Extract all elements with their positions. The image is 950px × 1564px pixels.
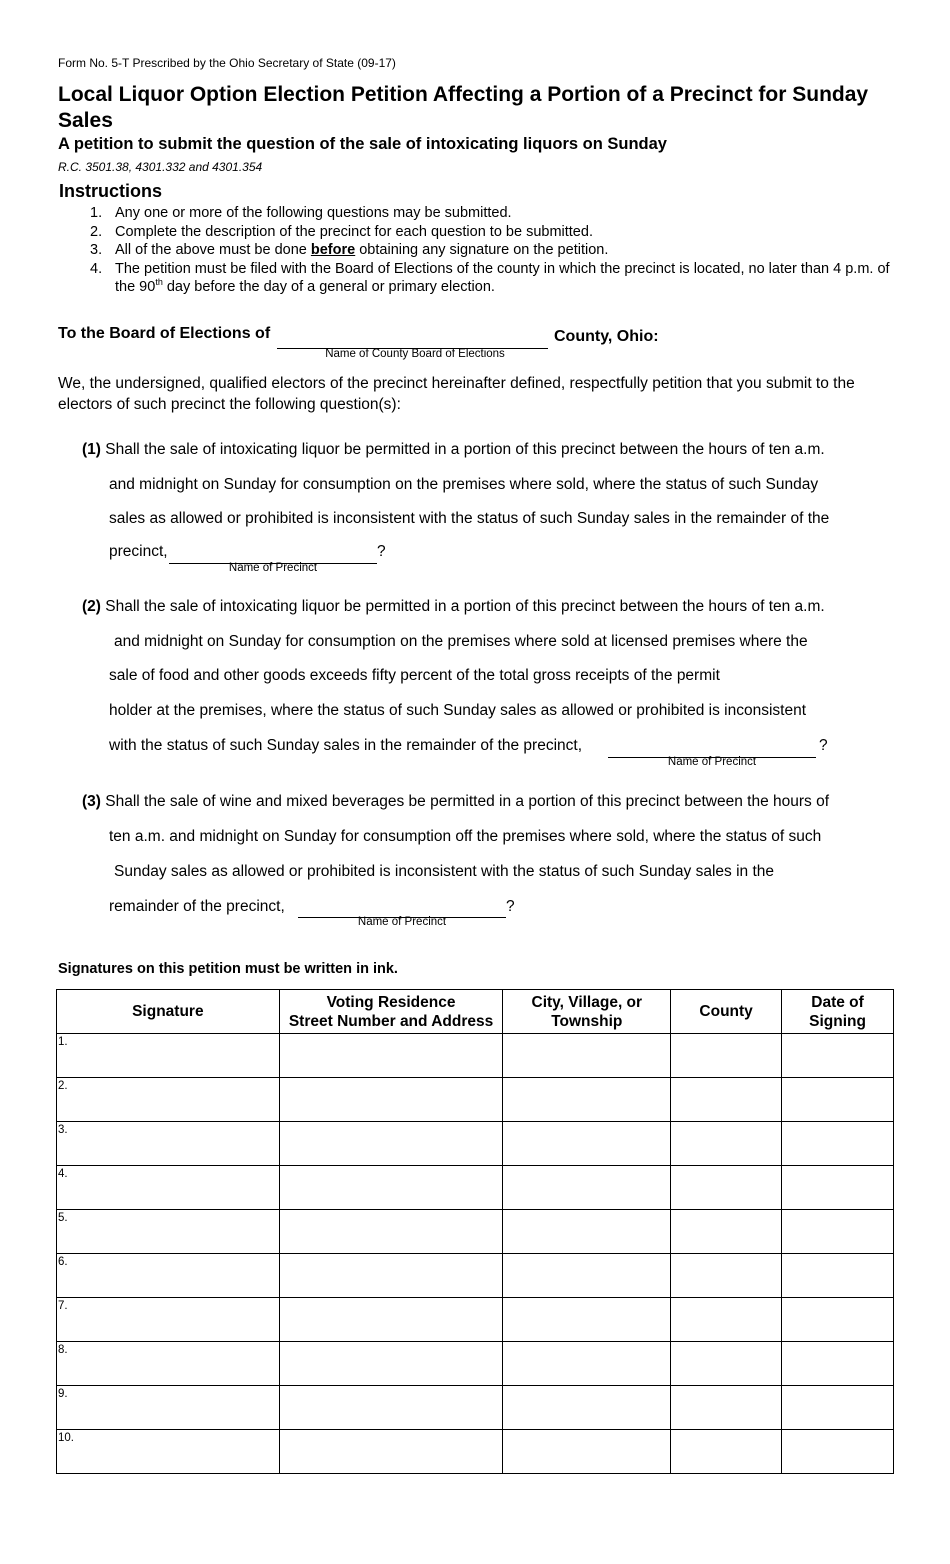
column-header-voting-residence: Voting Residence Street Number and Address <box>279 990 503 1034</box>
date-cell[interactable] <box>782 1078 894 1122</box>
instruction-text: All of the above must be done before obtaining any signature on the petition. <box>115 242 609 258</box>
date-cell[interactable] <box>782 1386 894 1430</box>
question-1-line-3: sales as allowed or prohibited is inconsistent with the status of such Sunday sales in the remainder of the <box>109 510 830 527</box>
address-cell[interactable] <box>279 1342 503 1386</box>
table-row <box>57 1034 894 1078</box>
row-number: 9. <box>58 1388 68 1400</box>
county-cell[interactable] <box>671 1342 782 1386</box>
city-cell[interactable] <box>503 1254 671 1298</box>
question-3-line-4: remainder of the precinct, <box>109 898 285 915</box>
row-number: 3. <box>58 1124 68 1136</box>
table-row <box>57 1386 894 1430</box>
instructions-heading: Instructions <box>59 181 163 201</box>
instruction-item <box>90 241 890 260</box>
question-1-end: ? <box>377 543 386 560</box>
question-2-line-5: with the status of such Sunday sales in the remainder of the precinct, <box>109 737 583 754</box>
signature-cell[interactable] <box>57 1342 280 1386</box>
address-cell[interactable] <box>279 1034 503 1078</box>
date-cell[interactable] <box>782 1034 894 1078</box>
question-3-precinct-caption: Name of Precinct <box>357 916 447 928</box>
date-cell[interactable] <box>782 1122 894 1166</box>
row-number: 5. <box>58 1212 68 1224</box>
address-cell[interactable] <box>279 1386 503 1430</box>
county-cell[interactable] <box>671 1386 782 1430</box>
signature-table-header <box>57 990 894 1034</box>
table-row <box>57 1078 894 1122</box>
signature-cell[interactable] <box>57 1078 280 1122</box>
question-1-line-1: (1) Shall the sale of intoxicating liquor be permitted in a portion of this precinct between the hours of ten a.m. <box>82 441 825 458</box>
county-cell[interactable] <box>671 1034 782 1078</box>
instruction-text: Any one or more of the following questions may be submitted. <box>115 205 512 221</box>
table-row <box>57 1166 894 1210</box>
question-3-line-1: (3) Shall the sale of wine and mixed beverages be permitted in a portion of this precinct between the hours of <box>82 793 830 810</box>
date-cell[interactable] <box>782 1254 894 1298</box>
city-cell[interactable] <box>503 1342 671 1386</box>
signature-cell[interactable] <box>57 1034 280 1078</box>
address-cell[interactable] <box>279 1210 503 1254</box>
row-number: 7. <box>58 1300 68 1312</box>
county-ohio-label: County, Ohio: <box>554 328 659 345</box>
city-cell[interactable] <box>503 1430 671 1474</box>
city-cell[interactable] <box>503 1166 671 1210</box>
instruction-number: 1. <box>90 205 103 221</box>
city-cell[interactable] <box>503 1122 671 1166</box>
question-1-precinct-caption: Name of Precinct <box>228 562 318 574</box>
address-cell[interactable] <box>279 1122 503 1166</box>
signatures-ink-note: Signatures on this petition must be written in ink. <box>58 961 398 977</box>
address-cell[interactable] <box>279 1298 503 1342</box>
county-cell[interactable] <box>671 1122 782 1166</box>
question-1-line-2: and midnight on Sunday for consumption on the premises where sold, where the status of such Sunday <box>109 476 819 493</box>
column-header-signature: Signature <box>57 990 280 1034</box>
signature-cell[interactable] <box>57 1298 280 1342</box>
petition-intro: We, the undersigned, qualified electors of the precinct hereinafter defined, respectfully petition that you submit to the electors of such precinct the following question(s): <box>58 375 855 413</box>
row-number: 4. <box>58 1168 68 1180</box>
address-cell[interactable] <box>279 1078 503 1122</box>
signature-cell[interactable] <box>57 1386 280 1430</box>
question-2-line-3: sale of food and other goods exceeds fifty percent of the total gross receipts of the permit <box>109 667 720 684</box>
date-cell[interactable] <box>782 1210 894 1254</box>
table-row <box>57 1122 894 1166</box>
date-cell[interactable] <box>782 1430 894 1474</box>
instruction-number: 2. <box>90 223 103 240</box>
question-3-number: (3) <box>82 793 101 810</box>
row-number: 6. <box>58 1256 68 1268</box>
question-2-line-4: holder at the premises, where the status of such Sunday sales as allowed or prohibited is inconsistent <box>109 702 807 719</box>
county-board-name-caption: Name of County Board of Elections <box>325 348 505 360</box>
address-cell[interactable] <box>279 1430 503 1474</box>
question-1-line-4: precinct, <box>109 543 168 560</box>
form-number: Form No. 5-T Prescribed by the Ohio Secretary of State (09-17) <box>58 56 396 70</box>
instruction-text: The petition must be filed with the Board of Elections of the county in which the precinct is located, no later than 4 p.m. of the 90th day before the day of a general or primary election. <box>115 260 890 295</box>
city-cell[interactable] <box>503 1078 671 1122</box>
instruction-text: Complete the description of the precinct for each question to be submitted. <box>115 223 593 240</box>
row-number: 2. <box>58 1080 68 1092</box>
city-cell[interactable] <box>503 1298 671 1342</box>
table-row <box>57 1342 894 1386</box>
instructions-list <box>90 204 890 297</box>
row-number: 8. <box>58 1344 68 1356</box>
column-header-date-of-signing: Date of Signing <box>782 990 894 1034</box>
instruction-item <box>90 260 890 297</box>
county-cell[interactable] <box>671 1430 782 1474</box>
page-title: Local Liquor Option Election Petition Affecting a Portion of a Precinct for Sunday Sales <box>58 83 869 132</box>
signature-cell[interactable] <box>57 1210 280 1254</box>
question-2-line-2: and midnight on Sunday for consumption on the premises where sold at licensed premises where the <box>114 633 808 650</box>
signature-cell[interactable] <box>57 1166 280 1210</box>
county-cell[interactable] <box>671 1298 782 1342</box>
signature-table <box>56 989 894 1474</box>
county-cell[interactable] <box>671 1166 782 1210</box>
city-cell[interactable] <box>503 1386 671 1430</box>
question-2-end: ? <box>819 737 828 754</box>
instruction-item <box>90 223 890 242</box>
date-cell[interactable] <box>782 1342 894 1386</box>
question-3-line-2: ten a.m. and midnight on Sunday for consumption off the premises where sold, where the status of such <box>109 828 822 845</box>
address-cell[interactable] <box>279 1254 503 1298</box>
date-cell[interactable] <box>782 1298 894 1342</box>
row-number: 10. <box>58 1432 74 1444</box>
instruction-item <box>90 204 890 223</box>
question-2-number: (2) <box>82 598 101 615</box>
table-row <box>57 1254 894 1298</box>
signature-cell[interactable] <box>57 1430 280 1474</box>
city-cell[interactable] <box>503 1210 671 1254</box>
table-row <box>57 1430 894 1474</box>
question-3-line-3: Sunday sales as allowed or prohibited is inconsistent with the status of such Sunday sales in the <box>114 863 774 880</box>
instruction-number: 3. <box>90 242 103 258</box>
date-cell[interactable] <box>782 1166 894 1210</box>
instruction-emphasis: before <box>310 242 356 258</box>
signature-cell[interactable] <box>57 1254 280 1298</box>
statute-reference: R.C. 3501.38, 4301.332 and 4301.354 <box>58 160 263 174</box>
table-row <box>57 1210 894 1254</box>
county-cell[interactable] <box>671 1210 782 1254</box>
instruction-number: 4. <box>90 260 103 277</box>
question-2-precinct-caption: Name of Precinct <box>667 756 757 768</box>
board-of-elections-label: To the Board of Elections of <box>58 325 271 342</box>
county-cell[interactable] <box>671 1254 782 1298</box>
signature-cell[interactable] <box>57 1122 280 1166</box>
column-header-city-village-township: City, Village, or Township <box>503 990 671 1034</box>
county-cell[interactable] <box>671 1078 782 1122</box>
city-cell[interactable] <box>503 1034 671 1078</box>
page-subtitle: A petition to submit the question of the sale of intoxicating liquors on Sunday <box>58 135 667 153</box>
address-cell[interactable] <box>279 1166 503 1210</box>
question-3-end: ? <box>506 898 515 915</box>
question-2-line-1: (2) Shall the sale of intoxicating liquor be permitted in a portion of this precinct between the hours of ten a.m. <box>82 598 825 615</box>
row-number: 1. <box>58 1036 68 1048</box>
question-1-number: (1) <box>82 441 101 458</box>
table-row <box>57 1298 894 1342</box>
column-header-county: County <box>671 990 782 1034</box>
